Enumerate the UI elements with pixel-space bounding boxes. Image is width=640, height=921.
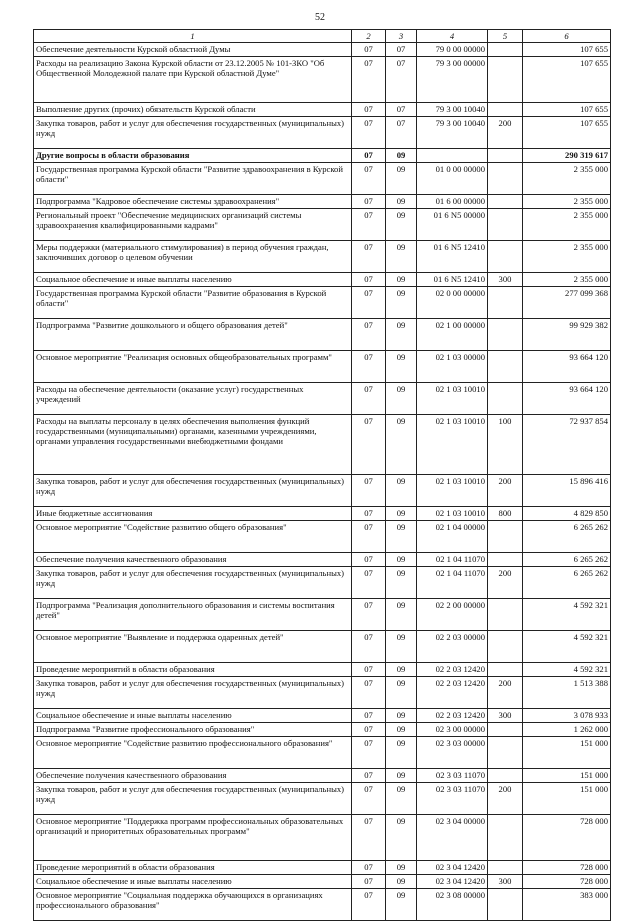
- expense-type: 300: [488, 709, 523, 723]
- amount: 728 000: [523, 861, 611, 875]
- row-label: Проведение мероприятий в области образования: [34, 663, 352, 677]
- amount: 15 896 416: [523, 475, 611, 507]
- table-row: [34, 117, 611, 149]
- amount: 107 655: [523, 43, 611, 57]
- row-label: Иные бюджетные ассигнования: [34, 507, 352, 521]
- section-code: 07: [352, 663, 386, 677]
- row-label: Подпрограмма "Развитие дошкольного и общего образования детей": [34, 319, 352, 351]
- table-row: [34, 415, 611, 475]
- subsection-code: 09: [386, 241, 417, 273]
- section-code: 07: [352, 163, 386, 195]
- header-cell: 1: [34, 30, 352, 43]
- section-code: 07: [352, 815, 386, 861]
- row-label: Социальное обеспечение и иные выплаты населению: [34, 875, 352, 889]
- section-code: 07: [352, 241, 386, 273]
- expense-type: [488, 631, 523, 663]
- row-label: Выполнение других (прочих) обязательств Курской области: [34, 103, 352, 117]
- page-number: 52: [315, 12, 325, 23]
- subsection-code: 07: [386, 57, 417, 103]
- target-code: 01 0 00 00000: [417, 163, 488, 195]
- amount: 1 262 000: [523, 723, 611, 737]
- table-row: [34, 677, 611, 709]
- subsection-code: 09: [386, 709, 417, 723]
- table-row: [34, 43, 611, 57]
- subsection-code: 07: [386, 103, 417, 117]
- section-code: 07: [352, 287, 386, 319]
- expense-type: [488, 209, 523, 241]
- table-row: [34, 209, 611, 241]
- target-code: 02 0 00 00000: [417, 287, 488, 319]
- expense-type: [488, 815, 523, 861]
- row-label: Основное мероприятие "Содействие развитию общего образования": [34, 521, 352, 553]
- table-row: [34, 273, 611, 287]
- table-row: [34, 195, 611, 209]
- header-cell: 5: [488, 30, 523, 43]
- target-code: 02 3 00 00000: [417, 723, 488, 737]
- header-cell: 6: [523, 30, 611, 43]
- section-code: 07: [352, 507, 386, 521]
- subsection-code: 09: [386, 273, 417, 287]
- target-code: 02 3 04 00000: [417, 815, 488, 861]
- section-code: 07: [352, 677, 386, 709]
- row-label: Подпрограмма "Реализация дополнительного образования и системы воспитания детей": [34, 599, 352, 631]
- section-code: 07: [352, 723, 386, 737]
- table-row: [34, 861, 611, 875]
- table-row: [34, 663, 611, 677]
- table-row: [34, 553, 611, 567]
- expense-type: [488, 861, 523, 875]
- target-code: 02 1 04 11070: [417, 553, 488, 567]
- target-code: 02 3 03 00000: [417, 737, 488, 769]
- row-label: Основное мероприятие "Выявление и поддержка одаренных детей": [34, 631, 352, 663]
- amount: 6 265 262: [523, 521, 611, 553]
- table-row: [34, 709, 611, 723]
- expense-type: [488, 723, 523, 737]
- target-code: 01 6 N5 00000: [417, 209, 488, 241]
- target-code: 02 1 03 10010: [417, 383, 488, 415]
- target-code: 02 1 03 00000: [417, 351, 488, 383]
- section-code: 07: [352, 43, 386, 57]
- section-code: 07: [352, 57, 386, 103]
- section-code: 07: [352, 383, 386, 415]
- subsection-code: 09: [386, 723, 417, 737]
- row-label: Основное мероприятие "Реализация основных общеобразовательных программ": [34, 351, 352, 383]
- row-label: Другие вопросы в области образования: [34, 149, 352, 163]
- table-row: [34, 287, 611, 319]
- header-row: [34, 30, 611, 43]
- amount: 1 513 388: [523, 677, 611, 709]
- header-cell: 4: [417, 30, 488, 43]
- row-label: Социальное обеспечение и иные выплаты населению: [34, 709, 352, 723]
- expense-type: [488, 287, 523, 319]
- subsection-code: 09: [386, 889, 417, 921]
- section-code: 07: [352, 117, 386, 149]
- expense-type: [488, 241, 523, 273]
- amount: 93 664 120: [523, 383, 611, 415]
- row-label: Основное мероприятие "Содействие развитию профессионального образования": [34, 737, 352, 769]
- target-code: 02 1 00 00000: [417, 319, 488, 351]
- amount: 4 592 321: [523, 631, 611, 663]
- section-code: 07: [352, 273, 386, 287]
- target-code: 79 0 00 00000: [417, 43, 488, 57]
- row-label: Расходы на выплаты персоналу в целях обеспечения выполнения функций государственными (муниципальными) органами, казенными учреждениями, органами управления государственными внебюджетными фондами: [34, 415, 352, 475]
- expense-type: 300: [488, 273, 523, 287]
- expense-type: [488, 521, 523, 553]
- target-code: 01 6 N5 12410: [417, 273, 488, 287]
- section-code: 07: [352, 709, 386, 723]
- section-code: 07: [352, 475, 386, 507]
- target-code: 02 2 03 12420: [417, 663, 488, 677]
- section-code: 07: [352, 567, 386, 599]
- subsection-code: 09: [386, 319, 417, 351]
- amount: 4 592 321: [523, 599, 611, 631]
- expense-type: [488, 553, 523, 567]
- table-body: [34, 43, 611, 921]
- table-row: [34, 723, 611, 737]
- expense-type: [488, 663, 523, 677]
- section-code: 07: [352, 599, 386, 631]
- amount: 93 664 120: [523, 351, 611, 383]
- table-row: [34, 737, 611, 769]
- subsection-code: 09: [386, 521, 417, 553]
- subsection-code: 09: [386, 737, 417, 769]
- row-label: Закупка товаров, работ и услуг для обеспечения государственных (муниципальных) нужд: [34, 677, 352, 709]
- row-label: Региональный проект "Обеспечение медицинских организаций системы здравоохранения квалифицированными кадрами": [34, 209, 352, 241]
- target-code: 01 6 00 00000: [417, 195, 488, 209]
- target-code: 02 1 03 10010: [417, 415, 488, 475]
- amount: 277 099 368: [523, 287, 611, 319]
- subsection-code: 09: [386, 631, 417, 663]
- section-code: 07: [352, 553, 386, 567]
- subsection-code: 09: [386, 599, 417, 631]
- header-cell: 3: [386, 30, 417, 43]
- target-code: 01 6 N5 12410: [417, 241, 488, 273]
- amount: 107 655: [523, 103, 611, 117]
- amount: 2 355 000: [523, 163, 611, 195]
- expense-type: [488, 319, 523, 351]
- expense-type: [488, 737, 523, 769]
- table-row: [34, 241, 611, 273]
- table-row: [34, 875, 611, 889]
- target-code: 79 3 00 10040: [417, 117, 488, 149]
- table-row: [34, 319, 611, 351]
- expense-type: 200: [488, 475, 523, 507]
- expense-type: [488, 163, 523, 195]
- subsection-code: 09: [386, 351, 417, 383]
- expense-type: [488, 599, 523, 631]
- section-code: 07: [352, 889, 386, 921]
- table-row: [34, 57, 611, 103]
- expense-type: [488, 57, 523, 103]
- subsection-code: 09: [386, 663, 417, 677]
- amount: 383 000: [523, 889, 611, 921]
- row-label: Расходы на обеспечение деятельности (оказание услуг) государственных учреждений: [34, 383, 352, 415]
- table-row: [34, 631, 611, 663]
- expense-type: 300: [488, 875, 523, 889]
- subsection-code: 09: [386, 875, 417, 889]
- expense-type: [488, 383, 523, 415]
- target-code: 02 1 03 10010: [417, 507, 488, 521]
- target-code: 02 2 03 12420: [417, 709, 488, 723]
- row-label: Обеспечение получения качественного образования: [34, 769, 352, 783]
- amount: 6 265 262: [523, 553, 611, 567]
- target-code: 02 2 03 12420: [417, 677, 488, 709]
- expense-type: [488, 769, 523, 783]
- subsection-code: 09: [386, 677, 417, 709]
- target-code: 79 3 00 00000: [417, 57, 488, 103]
- amount: 99 929 382: [523, 319, 611, 351]
- row-label: Обеспечение деятельности Курской областной Думы: [34, 43, 352, 57]
- target-code: 02 1 04 11070: [417, 567, 488, 599]
- subsection-code: 09: [386, 163, 417, 195]
- target-code: 02 2 03 00000: [417, 631, 488, 663]
- row-label: Подпрограмма "Кадровое обеспечение системы здравоохранения": [34, 195, 352, 209]
- target-code: 02 1 03 10010: [417, 475, 488, 507]
- subsection-code: 07: [386, 43, 417, 57]
- subsection-code: 07: [386, 117, 417, 149]
- expense-type: 100: [488, 415, 523, 475]
- target-code: [417, 149, 488, 163]
- table-row: [34, 351, 611, 383]
- expense-type: [488, 149, 523, 163]
- section-code: 07: [352, 209, 386, 241]
- table-row: [34, 163, 611, 195]
- section-code: 07: [352, 861, 386, 875]
- subsection-code: 09: [386, 475, 417, 507]
- table-row: [34, 103, 611, 117]
- expense-type: 800: [488, 507, 523, 521]
- amount: 290 319 617: [523, 149, 611, 163]
- target-code: 02 2 00 00000: [417, 599, 488, 631]
- target-code: 02 3 04 12420: [417, 875, 488, 889]
- expense-type: [488, 351, 523, 383]
- subsection-code: 09: [386, 195, 417, 209]
- amount: 151 000: [523, 737, 611, 769]
- amount: 6 265 262: [523, 567, 611, 599]
- target-code: 02 3 03 11070: [417, 783, 488, 815]
- amount: 72 937 854: [523, 415, 611, 475]
- amount: 151 000: [523, 783, 611, 815]
- row-label: Проведение мероприятий в области образования: [34, 861, 352, 875]
- row-label: Закупка товаров, работ и услуг для обеспечения государственных (муниципальных) нужд: [34, 117, 352, 149]
- table-row: [34, 149, 611, 163]
- amount: 4 829 850: [523, 507, 611, 521]
- table-row: [34, 383, 611, 415]
- section-code: 07: [352, 875, 386, 889]
- amount: 107 655: [523, 57, 611, 103]
- expense-type: [488, 43, 523, 57]
- table-row: [34, 521, 611, 553]
- amount: 728 000: [523, 875, 611, 889]
- section-code: 07: [352, 195, 386, 209]
- row-label: Обеспечение получения качественного образования: [34, 553, 352, 567]
- row-label: Основное мероприятие "Поддержка программ профессиональных образовательных организаций и приоритетных образовательных программ": [34, 815, 352, 861]
- target-code: 02 3 08 00000: [417, 889, 488, 921]
- expense-type: 200: [488, 677, 523, 709]
- target-code: 02 3 04 12420: [417, 861, 488, 875]
- section-code: 07: [352, 769, 386, 783]
- section-code: 07: [352, 521, 386, 553]
- amount: 4 592 321: [523, 663, 611, 677]
- table-row: [34, 815, 611, 861]
- table-row: [34, 783, 611, 815]
- budget-table: [33, 29, 611, 921]
- section-code: 07: [352, 631, 386, 663]
- section-code: 07: [352, 103, 386, 117]
- row-label: Меры поддержки (материального стимулирования) в период обучения граждан, заключивших договор о целевом обучении: [34, 241, 352, 273]
- target-code: 02 1 04 00000: [417, 521, 488, 553]
- subsection-code: 09: [386, 769, 417, 783]
- subsection-code: 09: [386, 861, 417, 875]
- amount: 2 355 000: [523, 241, 611, 273]
- expense-type: 200: [488, 567, 523, 599]
- amount: 2 355 000: [523, 209, 611, 241]
- row-label: Государственная программа Курской области "Развитие здравоохранения в Курской области": [34, 163, 352, 195]
- expense-type: 200: [488, 117, 523, 149]
- section-code: 07: [352, 319, 386, 351]
- subsection-code: 09: [386, 287, 417, 319]
- expense-type: 200: [488, 783, 523, 815]
- subsection-code: 09: [386, 783, 417, 815]
- header-cell: 2: [352, 30, 386, 43]
- row-label: Основное мероприятие "Социальная поддержка обучающихся в организациях профессионального образования": [34, 889, 352, 921]
- section-code: 07: [352, 351, 386, 383]
- amount: 151 000: [523, 769, 611, 783]
- row-label: Закупка товаров, работ и услуг для обеспечения государственных (муниципальных) нужд: [34, 475, 352, 507]
- section-code: 07: [352, 737, 386, 769]
- row-label: Расходы на реализацию Закона Курской области от 23.12.2005 № 101-ЗКО "Об Общественной Молодежной палате при Курской областной Думе": [34, 57, 352, 103]
- subsection-code: 09: [386, 553, 417, 567]
- table-row: [34, 769, 611, 783]
- table-row: [34, 599, 611, 631]
- target-code: 02 3 03 11070: [417, 769, 488, 783]
- amount: 728 000: [523, 815, 611, 861]
- subsection-code: 09: [386, 815, 417, 861]
- table-row: [34, 507, 611, 521]
- amount: 107 655: [523, 117, 611, 149]
- row-label: Государственная программа Курской области "Развитие образования в Курской области": [34, 287, 352, 319]
- subsection-code: 09: [386, 415, 417, 475]
- row-label: Подпрограмма "Развитие профессионального образования": [34, 723, 352, 737]
- table-row: [34, 475, 611, 507]
- subsection-code: 09: [386, 149, 417, 163]
- table-row: [34, 567, 611, 599]
- subsection-code: 09: [386, 209, 417, 241]
- amount: 3 078 933: [523, 709, 611, 723]
- amount: 2 355 000: [523, 195, 611, 209]
- subsection-code: 09: [386, 567, 417, 599]
- row-label: Закупка товаров, работ и услуг для обеспечения государственных (муниципальных) нужд: [34, 567, 352, 599]
- section-code: 07: [352, 415, 386, 475]
- expense-type: [488, 195, 523, 209]
- row-label: Закупка товаров, работ и услуг для обеспечения государственных (муниципальных) нужд: [34, 783, 352, 815]
- section-code: 07: [352, 783, 386, 815]
- target-code: 79 3 00 10040: [417, 103, 488, 117]
- section-code: 07: [352, 149, 386, 163]
- row-label: Социальное обеспечение и иные выплаты населению: [34, 273, 352, 287]
- subsection-code: 09: [386, 383, 417, 415]
- subsection-code: 09: [386, 507, 417, 521]
- amount: 2 355 000: [523, 273, 611, 287]
- expense-type: [488, 103, 523, 117]
